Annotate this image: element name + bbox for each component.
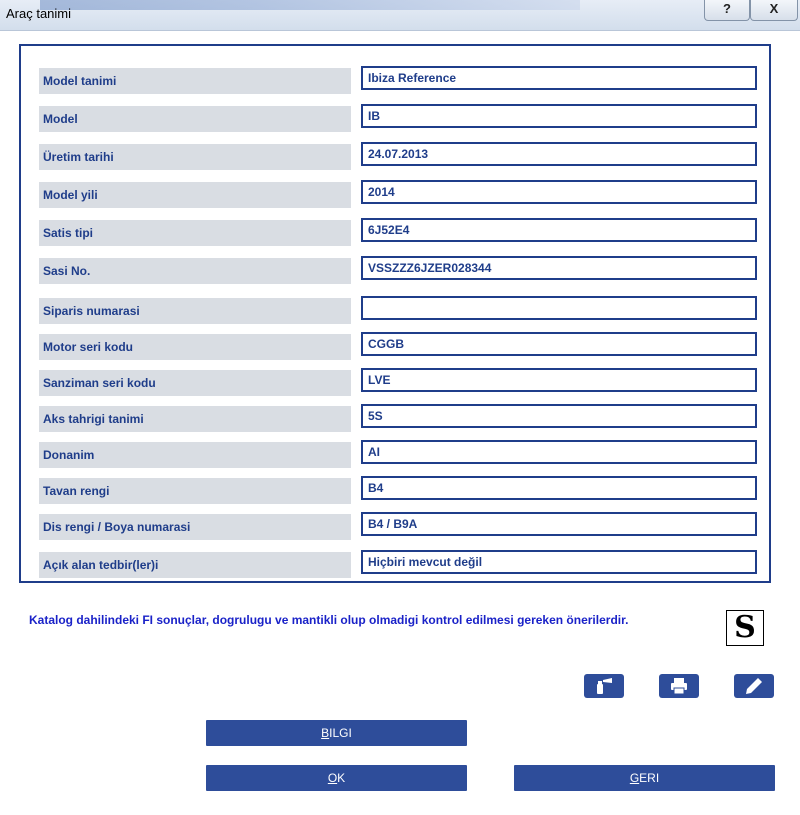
field-row xyxy=(39,182,757,208)
back-button[interactable] xyxy=(514,765,775,791)
field-row xyxy=(39,552,757,578)
field-value[interactable] xyxy=(361,440,757,464)
field-value[interactable] xyxy=(361,296,757,320)
field-label: Model yili xyxy=(39,182,351,208)
field-row xyxy=(39,514,757,540)
field-label: Açık alan tedbir(ler)i xyxy=(39,552,351,578)
ok-label: K xyxy=(337,771,346,785)
field-label: Siparis numarasi xyxy=(39,298,351,324)
field-label: Tavan rengi xyxy=(39,478,351,504)
field-row xyxy=(39,370,757,396)
field-label: Üretim tarihi xyxy=(39,144,351,170)
field-row xyxy=(39,106,757,132)
field-label: Donanim xyxy=(39,442,351,468)
edit-button[interactable] xyxy=(734,674,774,698)
field-label: Motor seri kodu xyxy=(39,334,351,360)
field-value[interactable] xyxy=(361,404,757,428)
ok-button[interactable] xyxy=(206,765,467,791)
edit-icon xyxy=(745,678,763,694)
field-value[interactable] xyxy=(361,218,757,242)
info-label: ILGI xyxy=(329,726,352,740)
back-label: ERI xyxy=(639,771,660,785)
field-label: Sanziman seri kodu xyxy=(39,370,351,396)
field-label: Sasi No. xyxy=(39,258,351,284)
s-logo: S xyxy=(726,610,764,646)
field-row xyxy=(39,442,757,468)
info-accesskey: B xyxy=(321,726,330,740)
window-title: Araç tanimi xyxy=(6,6,72,21)
ok-accesskey: O xyxy=(327,771,338,785)
field-value[interactable] xyxy=(361,142,757,166)
vehicle-info-panel xyxy=(19,44,771,583)
spray-icon xyxy=(595,678,613,694)
info-button[interactable] xyxy=(206,720,467,746)
field-value[interactable] xyxy=(361,476,757,500)
field-row xyxy=(39,298,757,324)
field-row xyxy=(39,406,757,432)
field-value[interactable] xyxy=(361,256,757,280)
field-value[interactable] xyxy=(361,550,757,574)
field-label: Model xyxy=(39,106,351,132)
help-button[interactable]: ? xyxy=(704,0,750,21)
field-value[interactable] xyxy=(361,332,757,356)
field-row xyxy=(39,258,757,284)
field-value[interactable] xyxy=(361,104,757,128)
title-bar xyxy=(0,0,800,31)
field-value[interactable] xyxy=(361,180,757,204)
spray-button[interactable] xyxy=(584,674,624,698)
field-row xyxy=(39,220,757,246)
field-value[interactable] xyxy=(361,66,757,90)
close-button[interactable]: X xyxy=(750,0,798,21)
back-accesskey: G xyxy=(629,771,640,785)
background-tabs xyxy=(40,0,580,10)
field-label: Model tanimi xyxy=(39,68,351,94)
disclaimer-note: Katalog dahilindeki FI sonuçlar, dogrulugu ve mantikli olup olmadigi kontrol edilmesi gereken önerilerdir. xyxy=(29,613,629,627)
field-row xyxy=(39,144,757,170)
field-label: Aks tahrigi tanimi xyxy=(39,406,351,432)
print-button[interactable] xyxy=(659,674,699,698)
field-label: Satis tipi xyxy=(39,220,351,246)
field-value[interactable] xyxy=(361,512,757,536)
field-label: Dis rengi / Boya numarasi xyxy=(39,514,351,540)
print-icon xyxy=(670,678,688,694)
field-row xyxy=(39,334,757,360)
field-value[interactable] xyxy=(361,368,757,392)
field-row xyxy=(39,478,757,504)
field-row xyxy=(39,68,757,94)
